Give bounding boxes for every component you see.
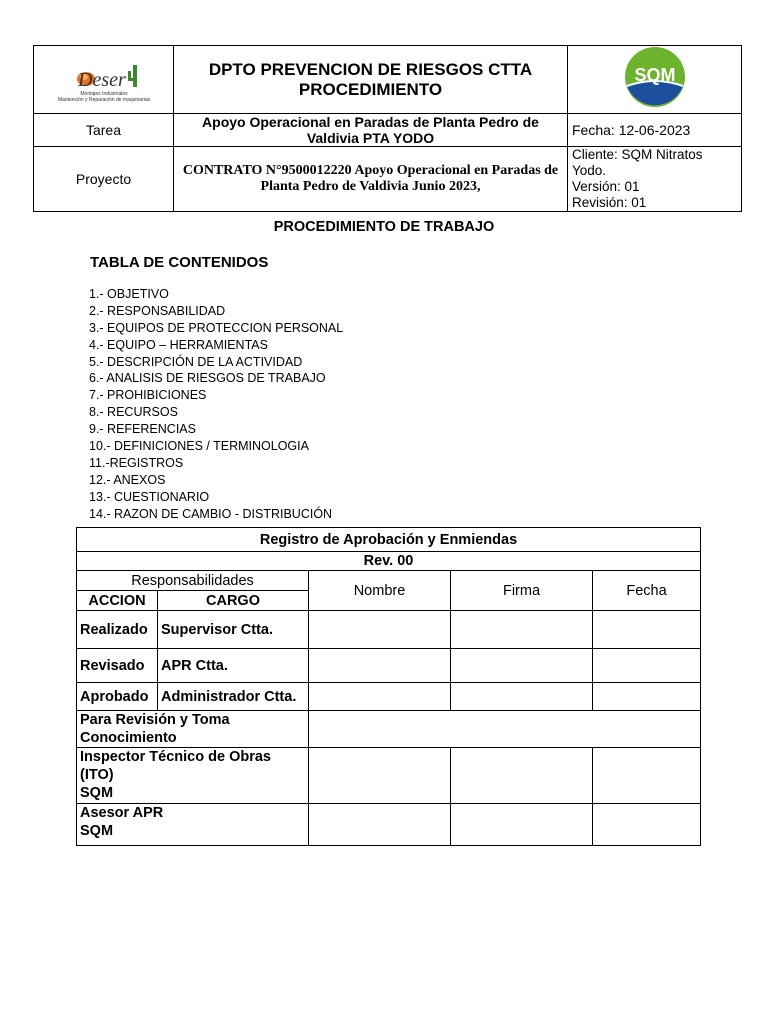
approval-title: Registro de Aprobación y Enmiendas	[77, 528, 701, 552]
sqm-logo-text: SQM	[633, 65, 676, 85]
doc-type-title: PROCEDIMIENTO	[298, 79, 443, 99]
logo-name: Deser	[77, 68, 126, 91]
firma-header: Firma	[451, 571, 593, 611]
fecha-cell	[593, 804, 701, 846]
para-revision-empty	[309, 711, 701, 748]
company-logo-cell	[34, 46, 174, 114]
table-row	[77, 649, 701, 683]
proyecto-label: Proyecto	[34, 147, 174, 212]
toc-item: 8.- RECURSOS	[89, 405, 178, 420]
nombre-cell	[309, 683, 451, 711]
toc-item: 10.- DEFINICIONES / TERMINOLOGIA	[89, 439, 309, 454]
toc-item: 9.- REFERENCIAS	[89, 422, 196, 437]
client-info-cell	[568, 147, 742, 212]
nombre-cell	[309, 649, 451, 683]
ito-label	[77, 748, 309, 804]
approval-table	[76, 527, 701, 846]
cargo-cell: Supervisor Ctta.	[158, 611, 309, 649]
accion-cell: Aprobado	[77, 683, 158, 711]
toc-item: 1.- OBJETIVO	[89, 287, 169, 301]
procedure-heading: PROCEDIMIENTO DE TRABAJO	[273, 219, 495, 235]
tarea-label: Tarea	[34, 114, 174, 147]
cargo-header: CARGO	[158, 591, 309, 611]
toc-item: 7.- PROHIBICIONES	[89, 388, 207, 403]
title-cell	[174, 46, 568, 114]
toc-list	[89, 286, 343, 522]
accion-cell: Revisado	[77, 649, 158, 683]
ito-line3: SQM	[80, 785, 114, 801]
toc-item: 6.- ANALISIS DE RIESGOS DE TRABAJO	[89, 371, 326, 386]
firma-cell	[451, 649, 593, 683]
logo-sub2: Mantención y Reparación de maquinarias	[57, 96, 150, 103]
toc-item: 12.- ANEXOS	[89, 472, 166, 487]
toc-item: 3.- EQUIPOS DE PROTECCION PERSONAL	[89, 320, 344, 335]
sqm-logo	[624, 46, 686, 108]
ito-line2: (ITO)	[80, 767, 114, 783]
fecha-cell	[593, 748, 701, 804]
fecha-cell	[593, 649, 701, 683]
firma-cell	[451, 748, 593, 804]
firma-cell	[451, 611, 593, 649]
toc-title: TABLA DE CONTENIDOS	[90, 254, 269, 271]
client-logo-cell	[568, 46, 742, 114]
tarea-value: Apoyo Operacional en Paradas de Planta Pedro de Valdivia PTA YODO	[174, 114, 568, 147]
logo-sub1: Montajes Industriales	[79, 90, 128, 97]
responsabilidades-header: Responsabilidades	[77, 571, 309, 591]
table-row	[77, 683, 701, 711]
toc-item: 13.- CUESTIONARIO	[89, 489, 210, 504]
asesor-label	[77, 804, 309, 846]
ito-line1: Inspector Técnico de Obras	[80, 749, 271, 765]
table-row	[77, 748, 701, 804]
nombre-cell	[309, 804, 451, 846]
dept-title: DPTO PREVENCION DE RIESGOS CTTA	[208, 59, 533, 79]
nombre-header: Nombre	[309, 571, 451, 611]
deser-logo	[44, 55, 164, 105]
revision-text: Revisión: 01	[572, 195, 647, 210]
toc-item: 11.-REGISTROS	[89, 455, 184, 470]
asesor-line1: Asesor APR	[80, 805, 164, 821]
firma-cell	[451, 683, 593, 711]
para-revision-label: Para Revisión y Toma Conocimiento	[77, 711, 309, 748]
toc-item: 5.- DESCRIPCIÓN DE LA ACTIVIDAD	[89, 354, 303, 369]
cargo-cell: APR Ctta.	[158, 649, 309, 683]
table-row	[77, 611, 701, 649]
nombre-cell	[309, 748, 451, 804]
fecha-value: Fecha: 12-06-2023	[568, 114, 742, 147]
fecha-cell	[593, 611, 701, 649]
toc-item: 4.- EQUIPO – HERRAMIENTAS	[89, 337, 268, 352]
firma-cell	[451, 804, 593, 846]
toc-item: 14.- RAZON DE CAMBIO - DISTRIBUCIÓN	[89, 506, 333, 521]
fecha-cell	[593, 683, 701, 711]
revision-number: Rev. 00	[77, 552, 701, 571]
table-row	[77, 804, 701, 846]
accion-header: ACCION	[77, 591, 158, 611]
toc-item: 2.- RESPONSABILIDAD	[89, 303, 226, 318]
header-table	[33, 45, 742, 212]
proyecto-value: CONTRATO N°9500012220 Apoyo Operacional en Paradas de Planta Pedro de Valdivia Junio 2023,	[174, 147, 568, 212]
fecha-header: Fecha	[593, 571, 701, 611]
version-text: Versión: 01	[572, 179, 640, 194]
asesor-line2: SQM	[80, 823, 114, 839]
nombre-cell	[309, 611, 451, 649]
cargo-cell: Administrador Ctta.	[158, 683, 309, 711]
cliente-text: Cliente: SQM Nitratos Yodo.	[572, 147, 703, 178]
accion-cell: Realizado	[77, 611, 158, 649]
